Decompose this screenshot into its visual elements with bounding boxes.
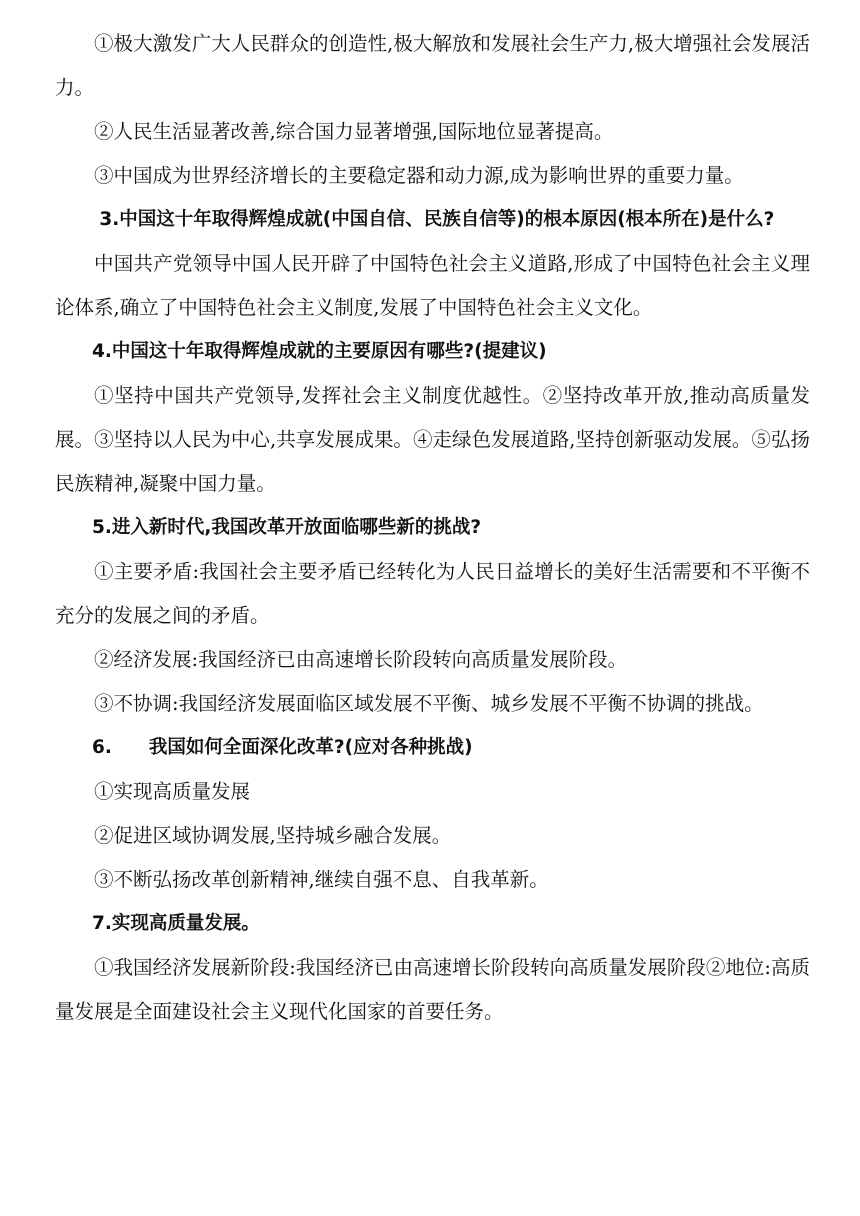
paragraph-challenge-3: ③不协调:我国经济发展面临区域发展不平衡、城乡发展不平衡不协调的挑战。 [94,692,764,715]
heading-question-3: 3.中国这十年取得辉煌成就(中国自信、民族自信等)的根本原因(根本所在)是什么? [99,209,775,230]
heading-question-5: 5.进入新时代,我国改革开放面临哪些新的挑战? [92,517,482,538]
paragraph-reform-2: ②促进区域协调发展,坚持城乡融合发展。 [94,824,452,847]
paragraph-achievement-1: ①极大激发广大人民群众的创造性,极大解放和发展社会生产力,极大增强社会发展活力。 [55,32,810,99]
paragraph-answer-3: 中国共产党领导中国人民开辟了中国特色社会主义道路,形成了中国特色社会主义理论体系,确立了中国特色社会主义制度,发展了中国特色社会主义文化。 [55,252,810,319]
document-page [55,22,810,1034]
paragraph-answer-4: ①坚持中国共产党领导,发挥社会主义制度优越性。②坚持改革开放,推动高质量发展。③坚持以人民为中心,共享发展成果。④走绿色发展道路,坚持创新驱动发展。⑤弘扬民族精神,凝聚中国力量。 [55,384,810,495]
heading-question-7: 7.实现高质量发展。 [92,913,260,934]
paragraph-challenge-1: ①主要矛盾:我国社会主要矛盾已经转化为人民日益增长的美好生活需要和不平衡不充分的发展之间的矛盾。 [55,560,810,627]
heading-question-4: 4.中国这十年取得辉煌成就的主要原因有哪些?(提建议) [92,341,547,362]
paragraph-achievement-3: ③中国成为世界经济增长的主要稳定器和动力源,成为影响世界的重要力量。 [94,164,744,187]
paragraph-challenge-2: ②经济发展:我国经济已由高速增长阶段转向高质量发展阶段。 [94,648,628,671]
paragraph-achievement-2: ②人民生活显著改善,综合国力显著增强,国际地位显著提高。 [94,120,614,143]
paragraph-reform-3: ③不断弘扬改革创新精神,继续自强不息、自我革新。 [94,868,549,891]
heading-question-6: 6. 我国如何全面深化改革?(应对各种挑战) [92,737,473,758]
paragraph-quality-development: ①我国经济发展新阶段:我国经济已由高速增长阶段转向高质量发展阶段②地位:高质量发展是全面建设社会主义现代化国家的首要任务。 [55,956,810,1023]
paragraph-reform-1: ①实现高质量发展 [94,780,251,803]
